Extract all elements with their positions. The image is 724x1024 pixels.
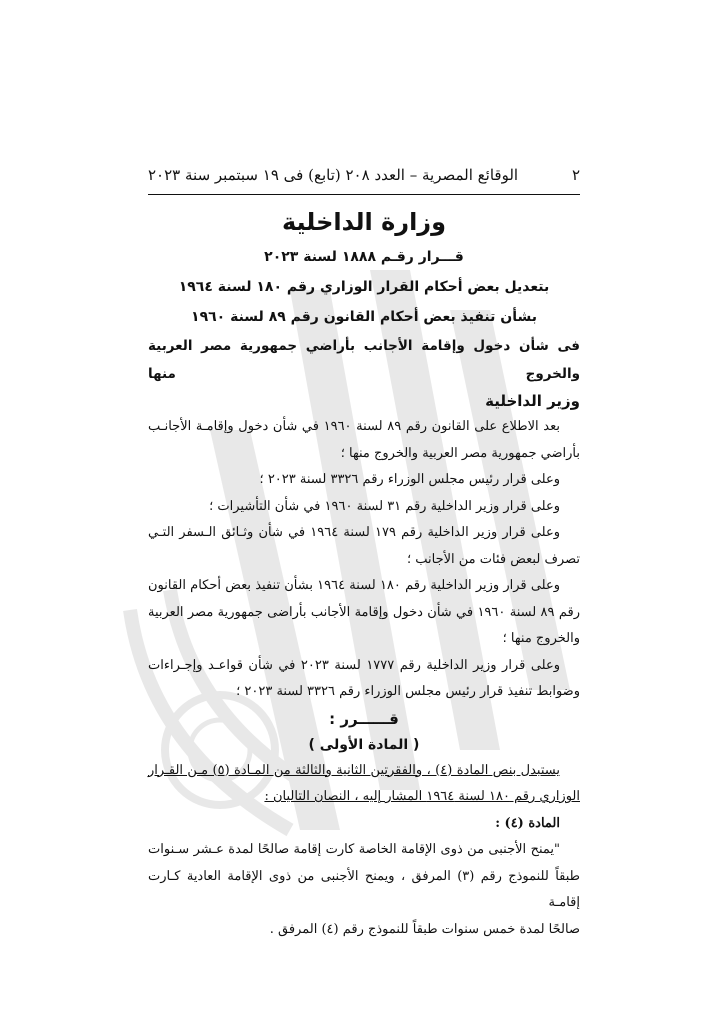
decree-subject-1: بتعديل بعض أحكام القرار الوزاري رقم ١٨٠ لسنة ١٩٦٤ (178, 279, 550, 295)
preamble-line: تصرف لبعض فئات من الأجانب ؛ (406, 551, 580, 567)
article-first-heading: ( المادة الأولى ) (308, 736, 420, 753)
decree-subject-3: فى شأن دخول وإقامة الأجانب بأراضي جمهورية مصر العربية والخروج منها (148, 338, 580, 382)
article-4-line: "يمنح الأجنبى من ذوى الإقامة الخاصة كارت إقامة صالحًا لمدة عـشر سـنوات (148, 842, 560, 857)
preamble-line: وعلى قرار وزير الداخلية رقم ٣١ لسنة ١٩٦٠ في شأن التأشيرات ؛ (209, 498, 560, 514)
ministry-title: وزارة الداخلية (281, 208, 447, 236)
decides-heading: قــــــرر : (329, 709, 399, 728)
document-body (148, 208, 580, 943)
preamble-line: وعلى قرار رئيس مجلس الوزراء رقم ٣٣٢٦ لسنة ٢٠٢٣ ؛ (259, 472, 560, 487)
minister-heading: وزير الداخلية (485, 392, 580, 410)
header-divider (148, 194, 580, 195)
article-body-line: يستبدل بنص المادة (٤) ، والفقرتين الثانية والثالثة من المـادة (٥) مـن القـرار (148, 762, 560, 778)
article-4-line: صالحًا لمدة خمس سنوات طبقاً للنموذج رقم (٤) المرفق . (269, 921, 580, 937)
page-number: ٢ (571, 166, 580, 184)
preamble-line: وعلى قرار وزير الداخلية رقم ١٧٩ لسنة ١٩٦٤ في شأن وثـائق الـسفر التـي (148, 525, 561, 540)
preamble-line: بأراضي جمهورية مصر العربية والخروج منها ؛ (340, 445, 580, 461)
preamble-line: وضوابط تنفيذ قرار رئيس مجلس الوزراء رقم ٣٣٢٦ لسنة ٢٠٢٣ ؛ (236, 684, 580, 699)
page-header (148, 160, 580, 190)
preamble (148, 414, 580, 706)
gazette-title: الوقائع المصرية – العدد ٢٠٨ (تابع) فى ١٩ سبتمبر سنة ٢٠٢٣ (148, 166, 519, 184)
article-4-heading: المادة (٤) : (495, 815, 560, 831)
decree-subject-2: بشأن تنفيذ بعض أحكام القانون رقم ٨٩ لسنة ١٩٦٠ (191, 309, 537, 325)
decree-number: قـــرار رقـم ١٨٨٨ لسنة ٢٠٢٣ (264, 249, 464, 265)
preamble-line: والخروج منها ؛ (502, 631, 580, 646)
preamble-line: وعلى قرار وزير الداخلية رقم ١٧٧٧ لسنة ٢٠٢٣ في شأن قواعـد وإجـراءات (148, 657, 560, 673)
article-4-line: طبقاً للنموذج رقم (٣) المرفق ، ويمنح الأجنبى من ذوى الإقامة العادية كـارت إقامـة (148, 868, 580, 910)
article-body-line: الوزاري رقم ١٨٠ لسنة ١٩٦٤ المشار إليه ، النصان التاليان : (264, 789, 580, 804)
preamble-line: بعد الاطلاع على القانون رقم ٨٩ لسنة ١٩٦٠ في شأن دخول وإقامـة الأجانـب (148, 419, 561, 434)
preamble-line: رقم ٨٩ لسنة ١٩٦٠ في شأن دخول وإقامة الأجانب بأراضى جمهورية مصر العربية (148, 604, 581, 620)
preamble-line: وعلى قرار وزير الداخلية رقم ١٨٠ لسنة ١٩٦٤ بشأن تنفيذ بعض أحكام القانون (148, 578, 561, 593)
